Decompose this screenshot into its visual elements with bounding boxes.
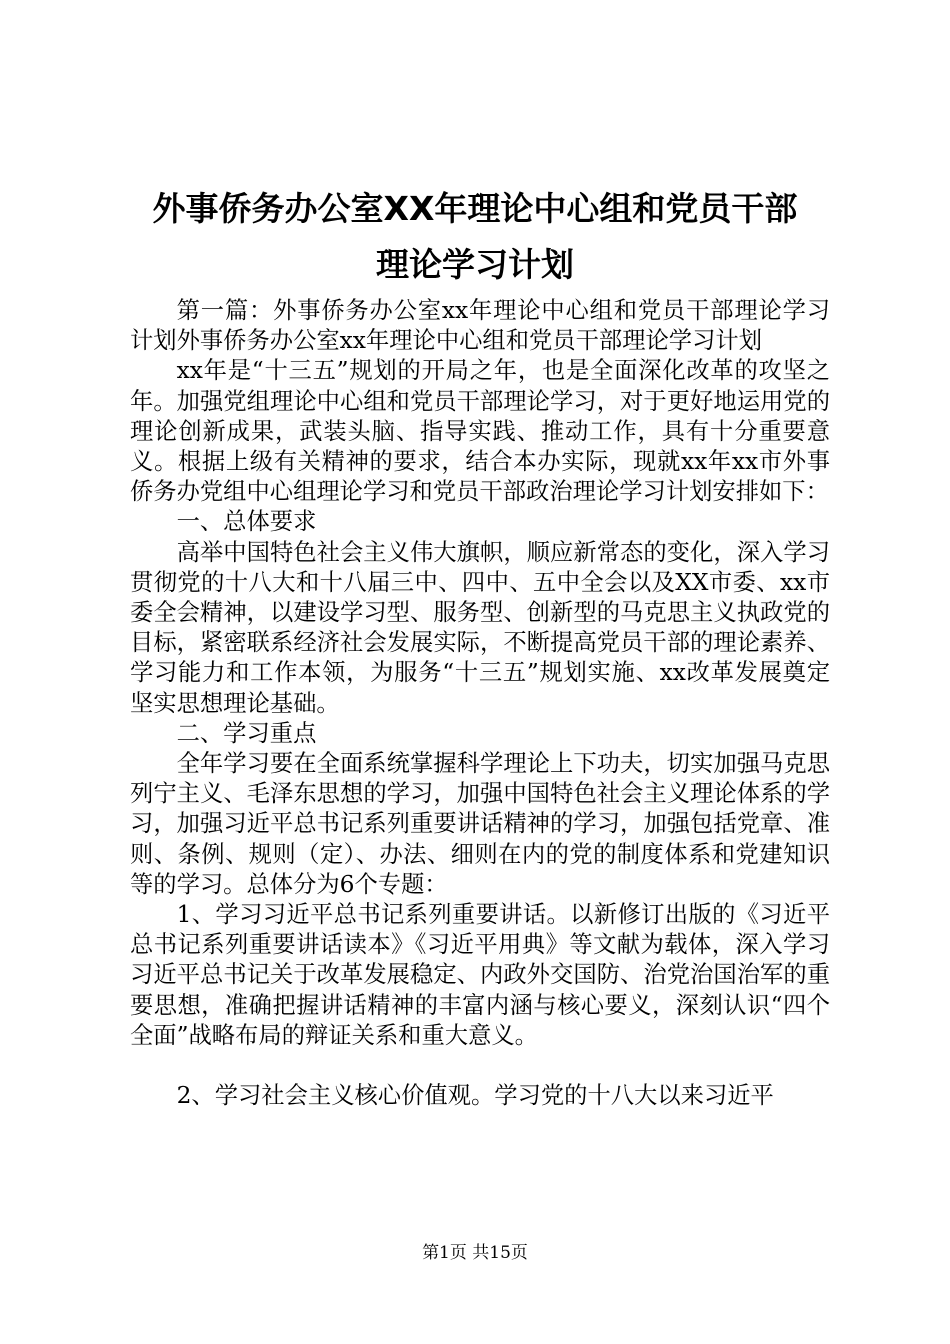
paragraph-general-requirements: 高举中国特色社会主义伟大旗帜，顺应新常态的变化，深入学习贯彻党的十八大和十八届三中、四中、五中全会以及XX市委、xx市委全会精神，以建设学习型、服务型、创新型的马克思主义执政党的目标，紧密联系经济社会发展实际，不断提高党员干部的理论素养、学习能力和工作本领，为服务“十三五”规划实施、xx改革发展奠定坚实思想理论基础。 — [130, 538, 830, 717]
heading-general-requirements: 一、总体要求 — [176, 508, 317, 536]
paragraph-background: xx年是“十三五”规划的开局之年，也是全面深化改革的攻坚之年。加强党组理论中心组和党员干部理论学习，对于更好地运用党的理论创新成果，武装头脑、指导实践、推动工作，具有十分重要意义。根据上级有关精神的要求，结合本办实际，现就xx年xx市外事侨务办党组中心组理论学习和党员干部政治理论学习计划安排如下： — [130, 357, 830, 506]
document-title-line-2: 理论学习计划 — [376, 245, 574, 284]
paragraph-topic-2: 2、学习社会主义核心价值观。学习党的十八大以来习近平 — [176, 1082, 774, 1110]
paragraph-intro: 第一篇：外事侨务办公室xx年理论中心组和党员干部理论学习计划外事侨务办公室xx年理论中心组和党员干部理论学习计划 — [130, 297, 830, 355]
paragraph-study-focus: 全年学习要在全面系统掌握科学理论上下功夫，切实加强马克思列宁主义、毛泽东思想的学习，加强中国特色社会主义理论体系的学习，加强习近平总书记系列重要讲话精神的学习，加强包括党章、准则、条例、规则（定）、办法、细则在内的党的制度体系和党建知识等的学习。总体分为6个专题： — [130, 750, 830, 898]
page-number-footer: 第1页 共15页 — [422, 1243, 528, 1263]
document-body — [130, 296, 830, 1111]
document-title-line-1: 外事侨务办公室XX年理论中心组和党员干部 — [152, 189, 798, 228]
heading-study-focus: 二、学习重点 — [176, 719, 317, 747]
paragraph-topic-1: 1、学习习近平总书记系列重要讲话。以新修订出版的《习近平总书记系列重要讲话读本》《习近平用典》等文献为载体，深入学习习近平总书记关于改革发展稳定、内政外交国防、治党治国治军的重要思想，准确把握讲话精神的丰富内涵与核心要义，深刻认识“四个全面”战略布局的辩证关系和重大意义。 — [130, 901, 830, 1049]
